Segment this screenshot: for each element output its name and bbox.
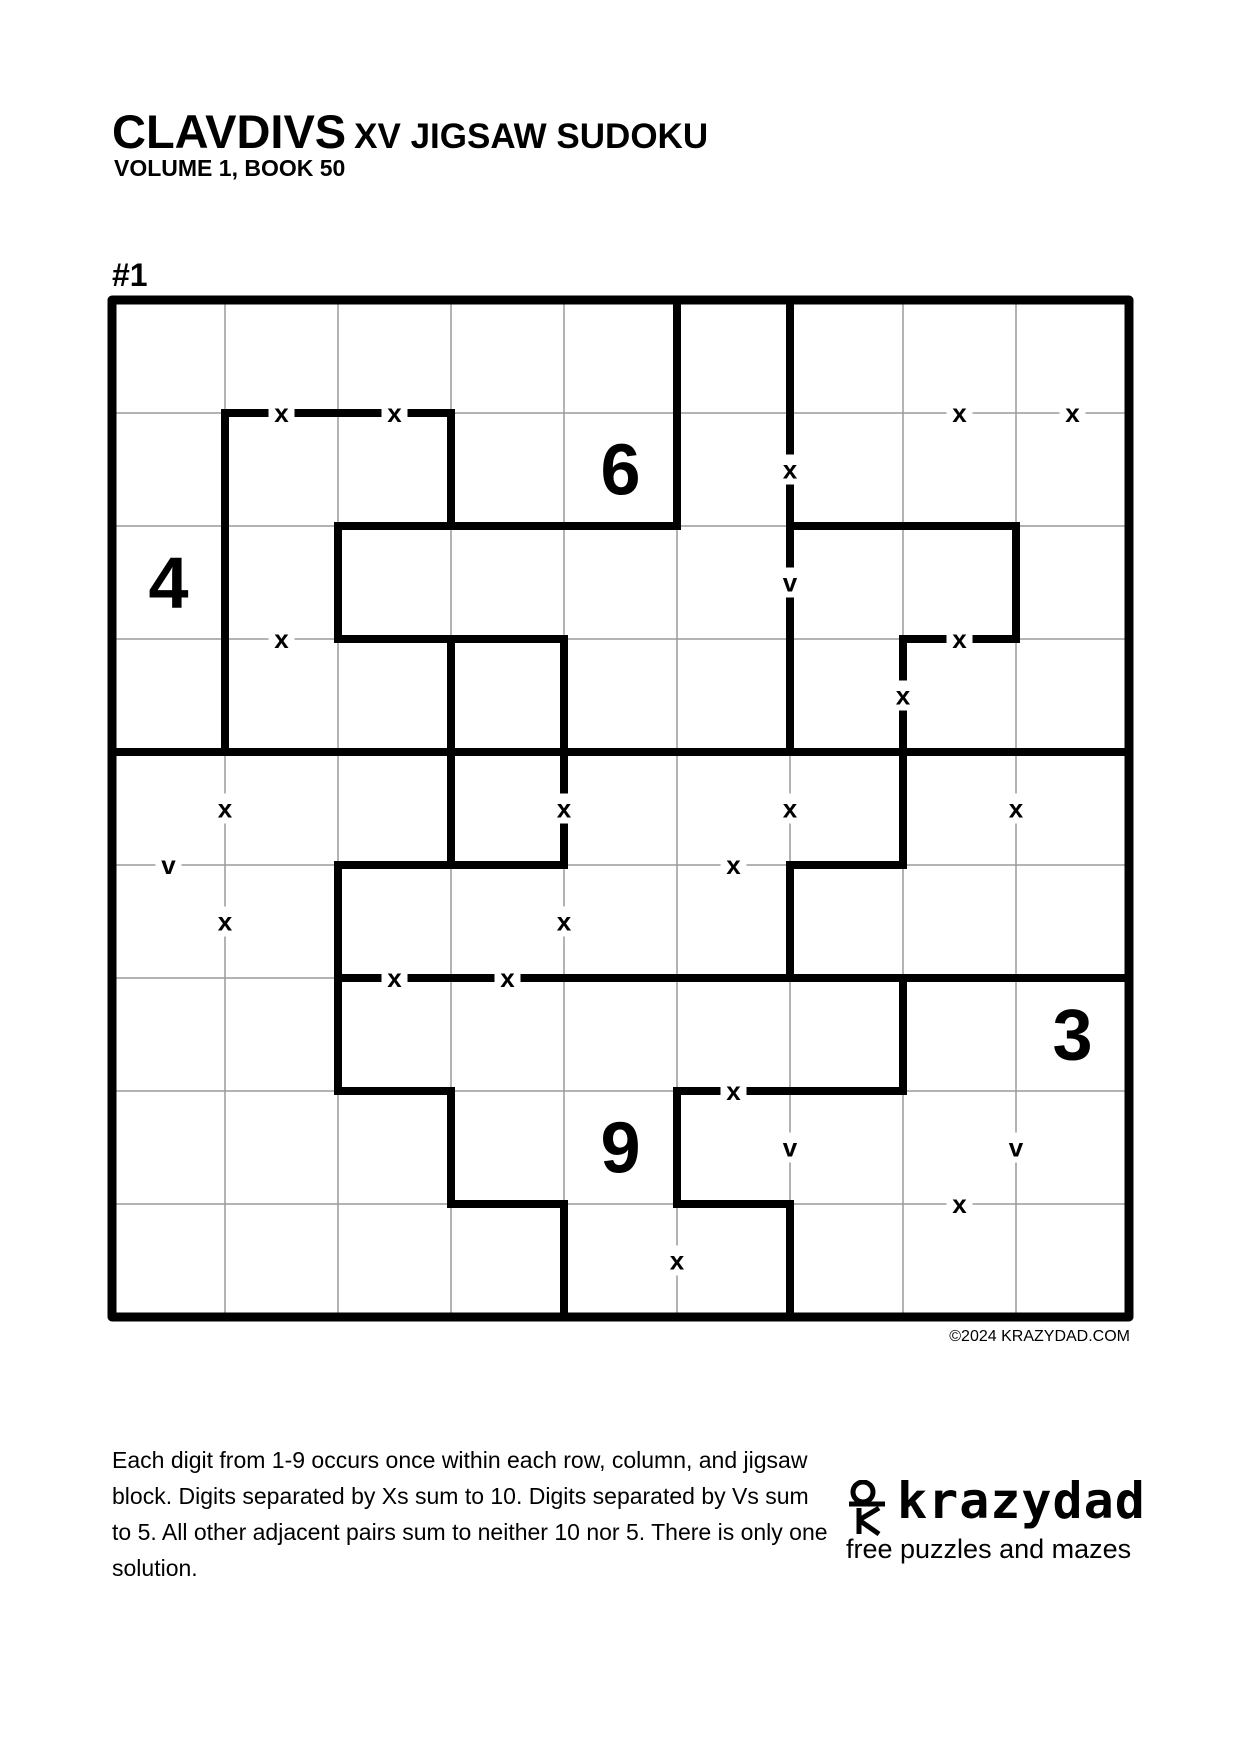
given-digit: 3 — [1052, 995, 1093, 1076]
grid-cell[interactable] — [451, 978, 564, 1091]
grid-cell[interactable] — [903, 978, 1016, 1091]
grid-cell[interactable] — [451, 1204, 564, 1317]
grid-cell[interactable] — [790, 752, 903, 865]
grid-cell[interactable] — [677, 1204, 790, 1317]
x-clue: x — [1008, 793, 1024, 824]
grid-cell[interactable] — [564, 300, 677, 413]
given-digit: 9 — [600, 1108, 641, 1189]
krazydad-logo — [845, 1472, 1146, 1588]
grid-cell[interactable] — [903, 1091, 1016, 1204]
grid-cell[interactable] — [338, 865, 451, 978]
grid-cell[interactable] — [338, 1204, 451, 1317]
krazydad-mascot-icon — [845, 1480, 891, 1536]
x-clue: x — [952, 398, 967, 428]
v-clue: v — [161, 850, 176, 880]
grid-cell[interactable] — [903, 639, 1016, 752]
grid-cell[interactable] — [112, 1091, 225, 1204]
x-clue: x — [387, 963, 402, 993]
logo-wordmark: krazydad — [897, 1472, 1146, 1530]
grid-cell[interactable] — [451, 300, 564, 413]
grid-cell[interactable] — [225, 1204, 338, 1317]
grid-cell[interactable] — [338, 752, 451, 865]
grid-cell[interactable] — [790, 865, 903, 978]
x-clue: x — [217, 906, 233, 937]
grid-cell[interactable] — [451, 639, 564, 752]
v-clue: v — [782, 1132, 798, 1163]
x-clue: x — [274, 624, 289, 654]
x-clue: x — [387, 398, 402, 428]
grid-cell[interactable] — [451, 865, 564, 978]
grid-cell[interactable] — [903, 300, 1016, 413]
grid-cell[interactable] — [225, 1091, 338, 1204]
grid-cell[interactable] — [1016, 300, 1129, 413]
grid-cell[interactable] — [338, 1091, 451, 1204]
grid-cell[interactable] — [112, 1204, 225, 1317]
puzzle-number: #1 — [112, 257, 148, 293]
grid-cell[interactable] — [225, 639, 338, 752]
rules-text: Each digit from 1-9 occurs once within each row, column, and jigsaw block. Digits separated by Xs sum to 10. Digits separated by Vs sum to 5. All other adjacent pairs sum to neither 10 nor 5. There is only one solution. — [112, 1447, 828, 1581]
grid-cell[interactable] — [225, 752, 338, 865]
title-main: CLAVDIVS — [112, 105, 347, 158]
grid-cell[interactable] — [1016, 865, 1129, 978]
grid-cell[interactable] — [677, 752, 790, 865]
grid-cell[interactable] — [790, 1091, 903, 1204]
x-clue: x — [782, 793, 798, 824]
x-clue: x — [274, 398, 289, 428]
grid-cell[interactable] — [677, 300, 790, 413]
grid-cell[interactable] — [338, 978, 451, 1091]
x-clue: x — [556, 906, 572, 937]
grid-cell[interactable] — [112, 752, 225, 865]
title-sub: XV JIGSAW SUDOKU — [354, 117, 709, 156]
x-clue: x — [1065, 398, 1080, 428]
grid-cell[interactable] — [338, 413, 451, 526]
grid-cell[interactable] — [451, 1091, 564, 1204]
x-clue: x — [500, 963, 515, 993]
grid-cell[interactable] — [225, 978, 338, 1091]
grid-cell[interactable] — [564, 1204, 677, 1317]
grid-cell[interactable] — [1016, 1204, 1129, 1317]
grid-cell[interactable] — [790, 1204, 903, 1317]
grid-cell[interactable] — [112, 639, 225, 752]
grid-cell[interactable] — [564, 752, 677, 865]
x-clue: x — [895, 680, 911, 711]
x-clue: x — [952, 1189, 967, 1219]
grid-cell[interactable] — [225, 865, 338, 978]
grid-cell[interactable] — [790, 300, 903, 413]
x-clue: x — [952, 624, 967, 654]
grid-cell[interactable] — [790, 639, 903, 752]
logo-tagline: free puzzles and mazes — [846, 1534, 1132, 1564]
grid-cell[interactable] — [903, 413, 1016, 526]
grid-cell[interactable] — [903, 526, 1016, 639]
grid-cell[interactable] — [1016, 752, 1129, 865]
grid-cell[interactable] — [225, 413, 338, 526]
grid-cell[interactable] — [677, 413, 790, 526]
grid-cell[interactable] — [903, 865, 1016, 978]
x-clue: x — [782, 454, 798, 485]
grid-cell[interactable] — [677, 526, 790, 639]
grid-cell[interactable] — [225, 526, 338, 639]
grid-cell[interactable] — [564, 526, 677, 639]
grid-cell[interactable] — [338, 526, 451, 639]
v-clue: v — [1008, 1132, 1024, 1163]
grid-cell[interactable] — [903, 752, 1016, 865]
grid-cell[interactable] — [112, 978, 225, 1091]
grid-cell[interactable] — [451, 752, 564, 865]
grid-cell[interactable] — [564, 865, 677, 978]
given-digit: 4 — [148, 543, 189, 624]
grid-cell[interactable] — [677, 639, 790, 752]
grid-cell[interactable] — [790, 978, 903, 1091]
x-clue: x — [556, 793, 572, 824]
grid-cell[interactable] — [1016, 639, 1129, 752]
grid-cell[interactable] — [564, 978, 677, 1091]
grid-cell[interactable] — [451, 526, 564, 639]
x-clue: x — [726, 850, 741, 880]
grid-cell[interactable] — [677, 978, 790, 1091]
grid-cell[interactable] — [112, 300, 225, 413]
grid-cell[interactable] — [338, 639, 451, 752]
grid-cell[interactable] — [677, 1091, 790, 1204]
grid-cell[interactable] — [1016, 1091, 1129, 1204]
grid-cell[interactable] — [564, 639, 677, 752]
grid-cell[interactable] — [677, 865, 790, 978]
grid-cell[interactable] — [225, 300, 338, 413]
x-clue: x — [726, 1076, 741, 1106]
grid-cell[interactable] — [1016, 413, 1129, 526]
x-clue: x — [669, 1245, 685, 1276]
grid-cell[interactable] — [1016, 526, 1129, 639]
v-clue: v — [782, 567, 798, 598]
given-digit: 6 — [600, 430, 641, 511]
grid-cell[interactable] — [790, 413, 903, 526]
grid-cell[interactable] — [451, 413, 564, 526]
copyright-text: ©2024 KRAZYDAD.COM — [949, 1328, 1130, 1345]
grid-cell[interactable] — [903, 1204, 1016, 1317]
grid-cell[interactable] — [790, 526, 903, 639]
grid-cell[interactable] — [112, 865, 225, 978]
grid-cell[interactable] — [338, 300, 451, 413]
grid-cell[interactable] — [112, 413, 225, 526]
page-subtitle: VOLUME 1, BOOK 50 — [114, 155, 346, 181]
x-clue: x — [217, 793, 233, 824]
